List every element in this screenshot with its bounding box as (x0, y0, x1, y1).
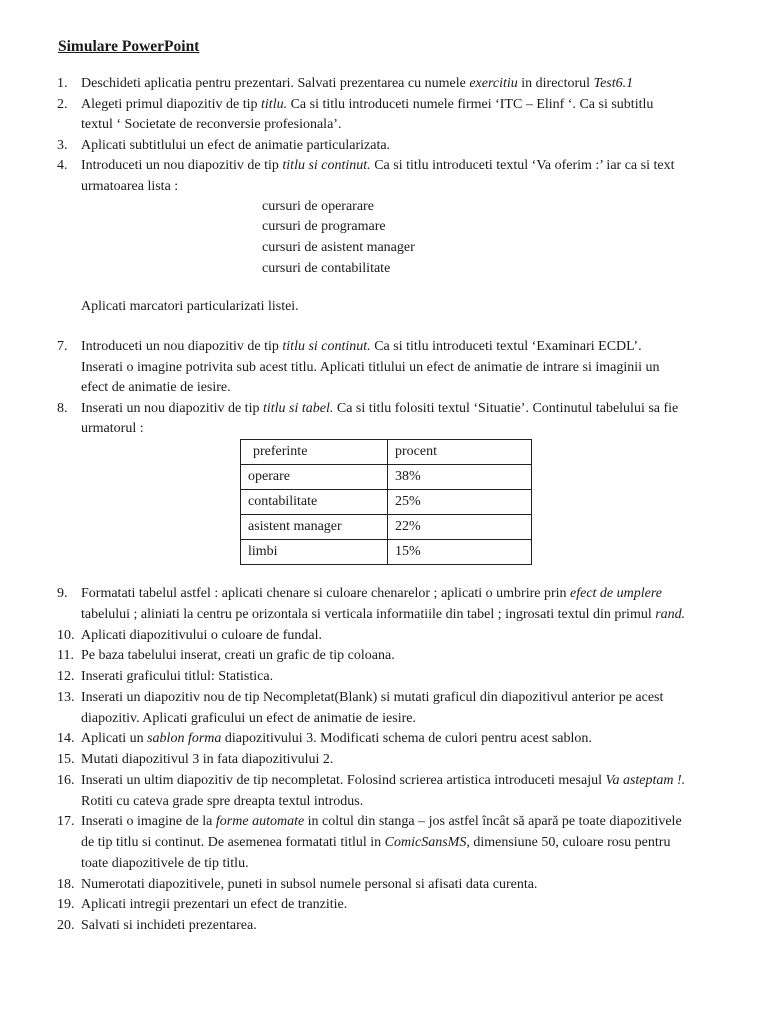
text-run: Inserati o imagine potrivita sub acest titlu. Aplicati titlului un efect de animatie de intrare si imaginii un (81, 359, 660, 375)
text-run: Aplicati diapozitivului o culoare de fundal. (81, 627, 323, 643)
text-run: Inserati graficului titlul: Statistica. (81, 669, 274, 684)
markers-paragraph: Aplicati marcatori particularizati listei. (81, 299, 299, 314)
list-item-text (81, 156, 674, 177)
list-item-number: 13. (57, 689, 75, 705)
italic-term: Va asteptam !. (605, 772, 686, 788)
list-item-number: 9. (57, 586, 68, 601)
text-run: Inserati un nou diapozitiv de tip (81, 400, 263, 416)
italic-term: Test6.1 (593, 76, 634, 91)
text-run: efect de animatie de iesire. (81, 380, 231, 396)
text-run: textul ‘ Societate de reconversie profesionala’. (81, 117, 342, 133)
text-run: Ca si titlu folositi textul ‘Situatie’. Continutul tabelului sa fie (333, 400, 679, 416)
list-item-number: 4. (57, 158, 68, 174)
text-run: Inserati un ultim diapozitiv de tip necompletat. Folosind scrierea artistica introduceti mesajul (81, 772, 606, 788)
text-run: urmatoarea lista : (81, 179, 179, 194)
list-item-text (81, 646, 395, 667)
list-item-text (81, 605, 685, 626)
list-item-number: 18. (57, 876, 75, 892)
list-item-text (81, 358, 660, 379)
italic-term: titlu. (261, 96, 288, 112)
list-item-text (81, 74, 633, 95)
list-item-number: 20. (57, 918, 75, 933)
table-row (241, 465, 532, 490)
list-item-text (81, 833, 670, 854)
list-item-text (81, 812, 682, 833)
list-item-text (81, 854, 249, 875)
data-table (240, 439, 532, 565)
text-run: toate diapozitivele de tip titlu. (81, 855, 249, 871)
italic-term: titlu si continut. (282, 158, 371, 174)
text-run: diapozitiv. Aplicati graficului un efect de animatie de iesire. (81, 710, 416, 726)
list-item-text (81, 419, 144, 440)
list-item-number: 3. (57, 137, 68, 153)
document-title: Simulare PowerPoint (58, 38, 200, 55)
table-cell: 25% (388, 490, 532, 515)
table-cell: 15% (388, 540, 532, 565)
table-cell: 38% (388, 465, 532, 490)
text-run: Numerotati diapozitivele, puneti in subsol numele personal si afisati data curenta. (81, 876, 538, 892)
list-item-number: 8. (57, 400, 68, 416)
text-run: Aplicati intregii prezentari un efect de tranzitie. (81, 897, 348, 913)
table-header-row (241, 440, 532, 465)
table-cell: contabilitate (241, 490, 388, 515)
list-item-text (81, 667, 273, 688)
text-run: Inserati o imagine de la (81, 814, 216, 830)
table-cell: limbi (241, 540, 388, 565)
text-run: Introduceti un nou diapozitiv de tip (81, 339, 283, 354)
italic-term: ComicSansMS, (384, 835, 470, 850)
sublist-item: cursuri de contabilitate (262, 261, 391, 276)
list-item-text (81, 337, 642, 358)
text-run: Ca si titlu introduceti numele firmei ‘ITC – Elinf ‘. Ca si subtitlu (287, 96, 654, 112)
sublist-item: cursuri de operarare (262, 199, 374, 214)
sublist-item: cursuri de programare (262, 219, 386, 234)
list-item-number: 16. (57, 772, 75, 788)
list-item-text (81, 399, 678, 420)
text-run: Aplicati subtitlului un efect de animatie particularizata. (81, 137, 391, 153)
list-item-text (81, 916, 257, 937)
text-run: in coltul din stanga – jos astfel încât să apară pe toate diapozitivele (304, 814, 682, 830)
table-header-cell: preferinte (241, 440, 388, 465)
list-item-number: 14. (57, 731, 75, 747)
italic-term: sablon forma (147, 731, 222, 747)
text-run: dimensiune 50, culoare rosu pentru (469, 835, 671, 850)
list-item-text (81, 688, 663, 709)
table-cell: 22% (388, 515, 532, 540)
text-run: Rotiti cu cateva grade spre dreapta textul introdus. (81, 793, 364, 809)
table-header-cell: procent (388, 440, 532, 465)
table-row (241, 515, 532, 540)
list-item-number: 10. (57, 627, 75, 643)
italic-term: forme automate (215, 814, 305, 830)
text-run: Ca si titlu introduceti textul ‘Va oferim :’ iar ca si text (370, 158, 675, 174)
text-run: Alegeti primul diapozitiv de tip (81, 96, 262, 112)
list-item-text (81, 875, 537, 896)
table-cell: operare (241, 465, 388, 490)
list-item-number: 11. (57, 648, 74, 664)
italic-term: titlu si tabel. (262, 400, 334, 416)
text-run: tabelului ; aliniati la centru pe orizontala si verticala informatiile din tabel ; ingrosati textul din primul (81, 606, 656, 622)
list-item-number: 12. (57, 669, 75, 684)
text-run: Salvati si inchideti prezentarea. (81, 918, 257, 933)
list-item-number: 15. (57, 752, 75, 767)
italic-term: titlu si continut. (282, 339, 371, 354)
list-item-number: 19. (57, 897, 75, 913)
text-run: Formatati tabelul astfel : aplicati chenare si culoare chenarelor ; aplicati o umbrire prin (81, 586, 571, 601)
list-item-number: 2. (57, 96, 68, 112)
text-run: Deschideti aplicatia pentru prezentari. Salvati prezentarea cu numele (81, 76, 470, 91)
list-item-text (81, 626, 322, 647)
text-run: Inserati un diapozitiv nou de tip Necompletat(Blank) si mutati graficul din diapozitivul anterior pe acest (81, 689, 664, 705)
list-item-text (81, 95, 653, 116)
list-item-text (81, 709, 416, 730)
text-run: Mutati diapozitivul 3 in fata diapozitivului 2. (81, 752, 334, 767)
text-run: Pe baza tabelului inserat, creati un grafic de tip coloana. (81, 648, 395, 664)
sublist-item: cursuri de asistent manager (262, 240, 415, 255)
list-item-text (81, 177, 178, 198)
list-item-text (81, 136, 390, 157)
list-item-text (81, 378, 231, 399)
text-run: Introduceti un nou diapozitiv de tip (81, 158, 283, 174)
list-item-text (81, 729, 592, 750)
list-item-text (81, 584, 662, 605)
list-item-text (81, 750, 333, 771)
text-run: Aplicati un (81, 731, 148, 747)
text-run: Ca si titlu introduceti textul ‘Examinari ECDL’. (370, 339, 642, 354)
list-item-text (81, 771, 685, 792)
text-run: urmatorul : (81, 421, 144, 437)
list-item-number: 17. (57, 814, 75, 830)
italic-term: exercitiu (469, 76, 518, 91)
table-row (241, 540, 532, 565)
list-item-number: 7. (57, 339, 68, 354)
text-run: de tip titlu si continut. De asemenea formatati titlul in (81, 835, 385, 850)
text-run: in directorul (517, 76, 594, 91)
list-item-text (81, 792, 363, 813)
text-run: diapozitivului 3. Modificati schema de culori pentru acest sablon. (221, 731, 592, 747)
list-item-text (81, 895, 347, 916)
italic-term: rand. (655, 606, 686, 622)
list-item-text (81, 115, 341, 136)
list-item-number: 1. (57, 76, 68, 91)
table-cell: asistent manager (241, 515, 388, 540)
table-row (241, 490, 532, 515)
italic-term: efect de umplere (570, 586, 663, 601)
